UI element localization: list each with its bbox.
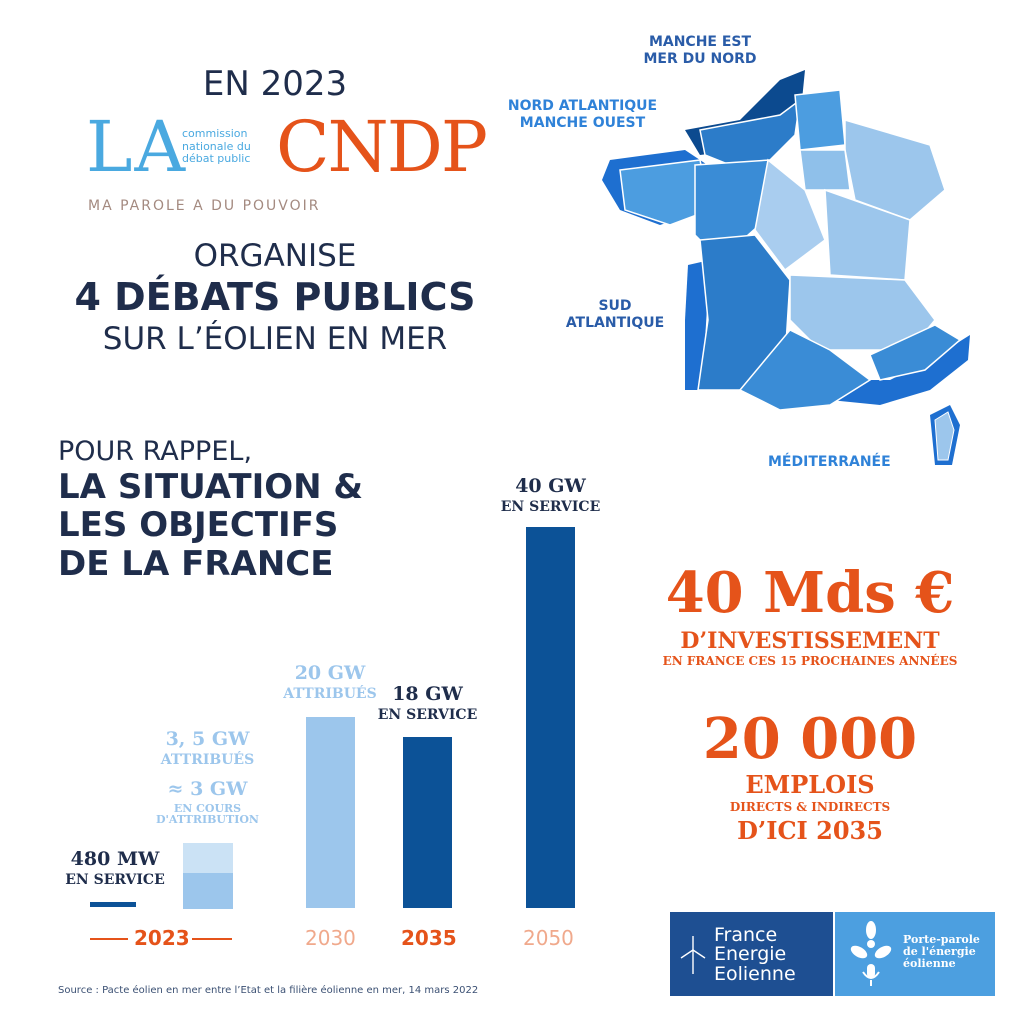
label-2050-value: 40 GW	[515, 475, 586, 497]
label-nord-atl-2: MANCHE OUEST	[519, 114, 646, 131]
bar-2035-service	[403, 737, 452, 908]
year-2023-line-right	[192, 938, 232, 940]
label-2023-service-value: 480 MW	[70, 848, 160, 870]
label-2050-text: EN SERVICE	[500, 498, 601, 515]
source-note: Source : Pacte éolien en mer entre l’Etat et la filière éolienne en mer, 14 mars 2022	[58, 985, 479, 996]
investment-amount: 40 Mds €	[665, 560, 955, 626]
organise-line-3: SUR L’ÉOLIEN EN MER	[102, 320, 448, 357]
label-2023-encours-text-2: D'ATTRIBUTION	[156, 813, 259, 827]
tick-2023: 2023	[134, 926, 190, 950]
label-manche-est-2: MER DU NORD	[643, 50, 757, 67]
fee-wordmark	[714, 926, 796, 984]
organise-headline	[60, 238, 490, 358]
year-2023-line-left	[90, 938, 128, 940]
label-2023-encours	[140, 780, 275, 826]
cndp-logo-right	[276, 106, 487, 188]
region-ile-de-france	[800, 150, 850, 190]
pp-line-2: de l'énergie	[903, 945, 976, 959]
label-2035-text: EN SERVICE	[377, 706, 478, 723]
jobs-number: 20 000	[702, 706, 918, 772]
label-2030	[270, 664, 390, 702]
rappel-headline	[58, 436, 478, 583]
label-2023-attrib	[150, 730, 265, 768]
porte-parole-badge	[835, 912, 995, 996]
pp-line-3: éolienne	[903, 957, 956, 971]
bar-2023-attribues	[183, 873, 233, 909]
investment-subtitle: EN FRANCE CES 15 PROCHAINES ANNÉES	[662, 654, 958, 668]
label-2023-attrib-text: ATTRIBUÉS	[160, 751, 255, 768]
label-manche-est	[610, 34, 790, 68]
label-sud-atlantique	[545, 298, 685, 332]
logo-letters-la: LA	[86, 106, 188, 188]
rappel-line-3: LES OBJECTIFS	[58, 505, 339, 546]
label-nord-atl-1: NORD ATLANTIQUE	[507, 98, 658, 114]
wind-turbine-icon	[680, 934, 706, 974]
fee-logo	[670, 912, 833, 996]
label-2050	[488, 477, 613, 515]
jobs-date: D’ICI 2035	[737, 816, 883, 845]
organise-line-2: 4 DÉBATS PUBLICS	[74, 275, 476, 320]
label-sud-atl-1: SUD	[598, 298, 632, 314]
tick-2030: 2030	[305, 926, 356, 950]
logo-letters-cndp: CNDP	[276, 106, 487, 188]
rappel-line-1: POUR RAPPEL,	[58, 436, 253, 467]
bar-2023-service	[90, 902, 136, 907]
tick-2035: 2035	[401, 926, 457, 950]
bar-2023-encours	[183, 843, 233, 873]
rappel-line-4: DE LA FRANCE	[58, 543, 334, 584]
label-2035-value: 18 GW	[392, 683, 463, 705]
jobs-label: EMPLOIS	[745, 770, 875, 799]
label-2023-attrib-value: 3, 5 GW	[165, 728, 250, 750]
pp-line-1: Porte-parole	[903, 933, 980, 946]
label-nord-atlantique	[475, 98, 690, 132]
region-hauts-de-france	[795, 90, 845, 150]
label-2023-service-text: EN SERVICE	[65, 871, 165, 888]
bar-2050-service	[526, 527, 575, 908]
microphone-turbine-icon	[847, 918, 895, 990]
fee-line-1: France	[714, 924, 778, 946]
fee-line-3: Eolienne	[714, 962, 796, 985]
label-sud-atl-2: ATLANTIQUE	[565, 314, 665, 331]
label-2023-encours-value: ≈ 3 GW	[167, 778, 248, 800]
label-2035	[365, 685, 490, 723]
label-2023-encours-text-1: EN COURS	[173, 801, 242, 815]
fee-line-2: Energie	[714, 943, 787, 966]
rappel-line-2: LA SITUATION &	[58, 467, 364, 508]
label-2023-service	[55, 850, 175, 888]
bar-2030-attribues	[306, 717, 355, 908]
cndp-logo-left	[86, 106, 188, 188]
label-manche-est-1: MANCHE EST	[648, 34, 752, 50]
logo-subtitle: commission nationale du débat public	[182, 127, 251, 166]
porte-parole-text	[903, 934, 980, 970]
year-title: EN 2023	[202, 64, 348, 104]
jobs-subtitle: DIRECTS & INDIRECTS	[729, 800, 891, 814]
label-mediterranee: MÉDITERRANÉE	[768, 454, 891, 470]
tick-2050: 2050	[523, 926, 574, 950]
organise-line-1: ORGANISE	[193, 238, 357, 274]
tagline: MA PAROLE A DU POUVOIR	[88, 198, 321, 214]
label-2030-text: ATTRIBUÉS	[283, 685, 377, 702]
investment-label: D’INVESTISSEMENT	[680, 628, 940, 654]
label-2030-value: 20 GW	[294, 662, 366, 684]
